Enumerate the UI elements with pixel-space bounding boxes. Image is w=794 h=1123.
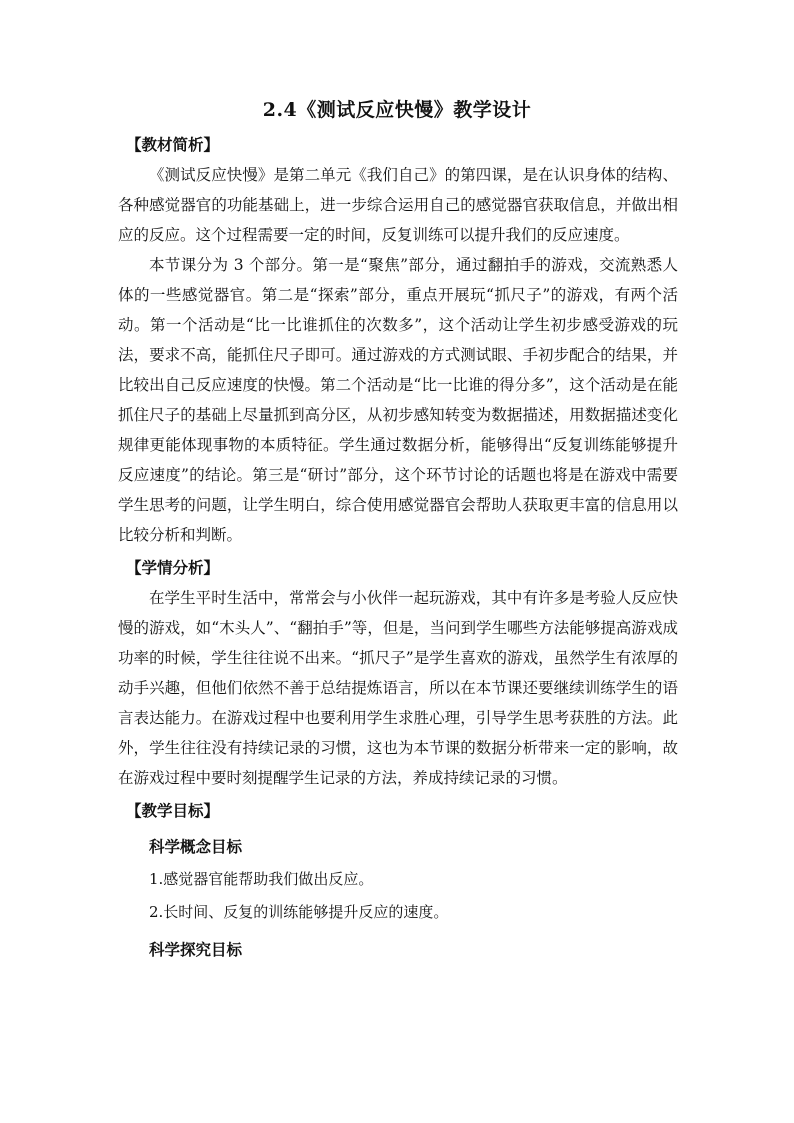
- paragraph: 在学生平时生活中，常常会与小伙伴一起玩游戏，其中有许多是考验人反应快慢的游戏，如“木头人”、“翻拍手”等，但是，当问到学生哪些方法能够提高游戏成功率的时候，学生往往说不出来。“抓尺子”是学生喜欢的游戏，虽然学生有浓厚的动手兴趣，但他们依然不善于总结提炼语言，所以在本节课还要继续训练学生的语言表达能力。在游戏过程中也要利用学生求胜心理，引导学生思考获胜的方法。此外，学生往往没有持续记录的习惯，这也为本节课的数据分析带来一定的影响，故在游戏过程中要时刻提醒学生记录的方法，养成持续记录的习惯。: [118, 589, 678, 787]
- section-heading-textbook-analysis: 【教材简析】: [126, 135, 220, 154]
- document-title: 2.4《测试反应快慢》教学设计: [262, 99, 532, 121]
- paragraph: 本节课分为 3 个部分。第一是“聚焦”部分，通过翻拍手的游戏，交流熟悉人体的一些感觉器官。第二是“探索”部分，重点开展玩“抓尺子”的游戏，有两个活动。第一个活动是“比一比谁抓住的次数多”，这个活动让学生初步感受游戏的玩法，要求不高，能抓住尺子即可。通过游戏的方式测试眼、手初步配合的结果，并比较出自己反应速度的快慢。第二个活动是“比一比谁的得分多”，这个活动是在能抓住尺子的基础上尽量抓到高分区，从初步感知转变为数据描述，用数据描述变化规律更能体现事物的本质特征。学生通过数据分析，能够得出“反复训练能够提升反应速度”的结论。第三是“研讨”部分，这个环节讨论的话题也将是在游戏中需要学生思考的问题，让学生明白，综合使用感觉器官会帮助人获取更丰富的信息用以比较分析和判断。: [118, 256, 678, 544]
- paragraph: 《测试反应快慢》是第二单元《我们自己》的第四课，是在认识身体的结构、各种感觉器官的功能基础上，进一步综合运用自己的感觉器官获取信息，并做出相应的反应。这个过程需要一定的时间，反复训练可以提升我们的反应速度。: [118, 166, 678, 244]
- section-heading-teaching-goals: 【教学目标】: [126, 801, 220, 820]
- subheading-science-inquiry-goals: 科学探究目标: [149, 940, 243, 959]
- list-item: 1.感觉器官能帮助我们做出反应。: [149, 870, 374, 888]
- list-item: 2.长时间、反复的训练能够提升反应的速度。: [149, 903, 449, 921]
- document-body: [118, 130, 678, 966]
- subheading-science-concept-goals: 科学概念目标: [149, 837, 243, 856]
- section-heading-student-analysis: 【学情分析】: [126, 558, 220, 577]
